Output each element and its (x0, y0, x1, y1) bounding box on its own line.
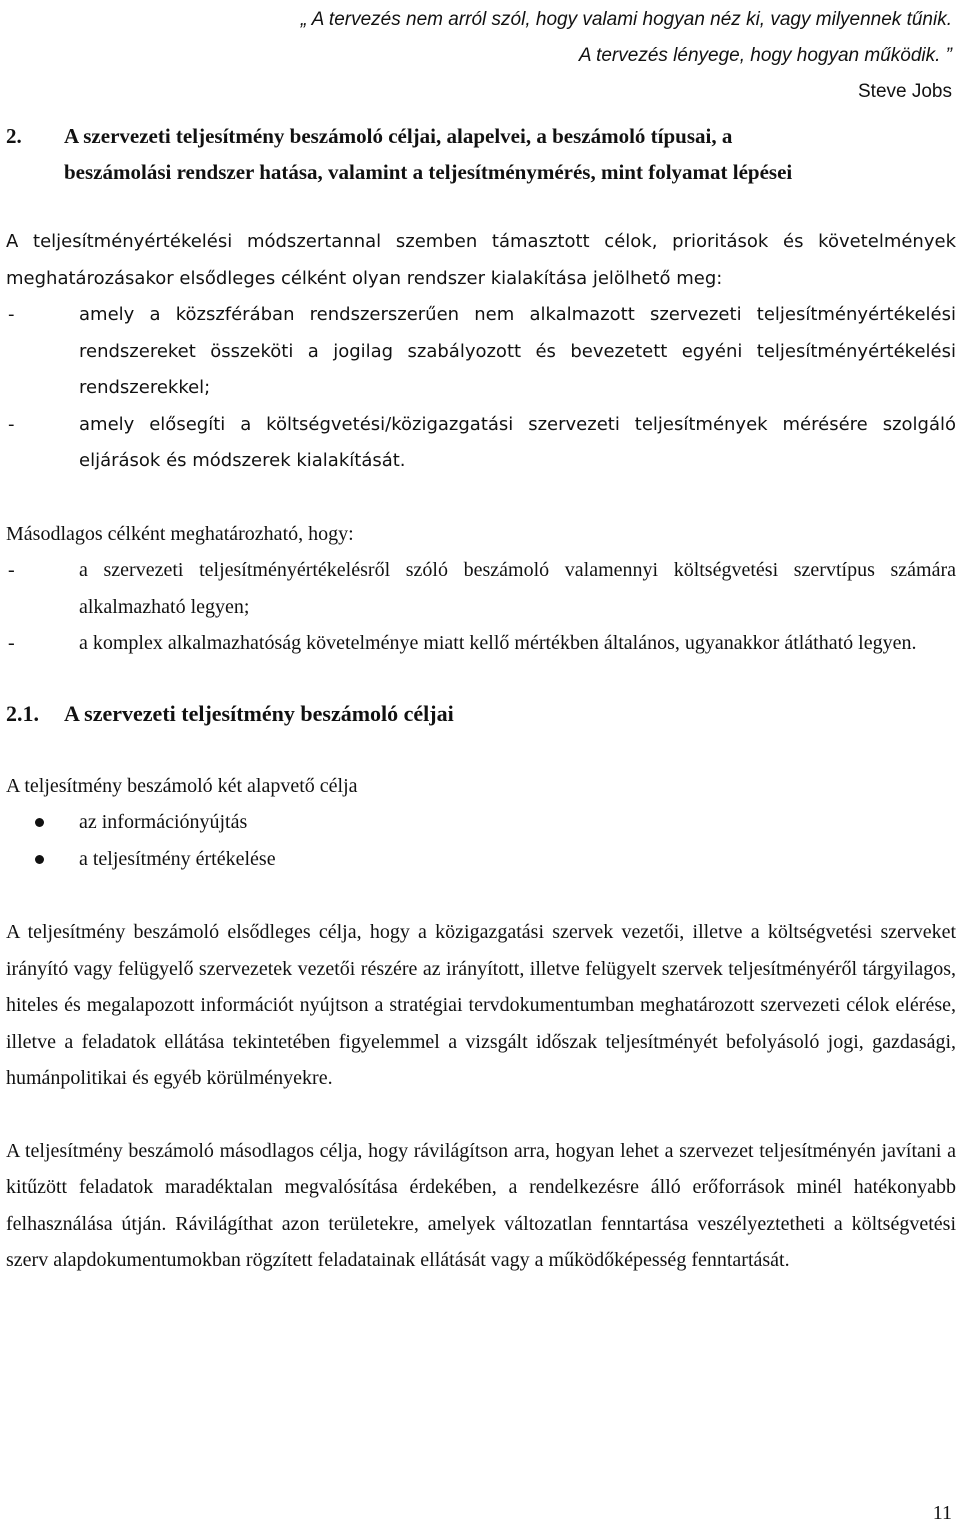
secondary-list (6, 552, 956, 662)
quote-author: Steve Jobs (858, 81, 952, 102)
bullet-icon (35, 818, 44, 827)
section-heading (6, 118, 956, 190)
list-item-text: a szervezeti teljesítményértékelésről szóló beszámoló valamennyi költségvetési szervtípus számára alkalmazható legyen; (79, 559, 956, 618)
goals-list (6, 804, 956, 878)
subsection-number: 2.1. (6, 700, 39, 726)
list-item-text: az információnyújtás (79, 811, 248, 833)
list-item-text: a teljesítmény értékelése (79, 848, 276, 870)
list-item-text: a komplex alkalmazhatóság követelménye miatt kellő mértékben általános, ugyanakkor átlátható legyen. (79, 632, 917, 654)
list-item (6, 841, 956, 878)
epigraph-quote (6, 0, 956, 110)
list-item (6, 407, 956, 480)
dash-marker: - (8, 413, 15, 435)
list-item (6, 804, 956, 841)
section-number: 2. (6, 124, 22, 148)
intro-list (6, 297, 956, 480)
secondary-goal-paragraph: A teljesítmény beszámoló másodlagos célja, hogy rávilágítson arra, hogyan lehet a szervezet teljesítményén javítani a kitűzött feladatok maradéktalan megvalósítása érdekében, a rendelkezésre álló erőforrások minél hatékonyabb felhasználása útján. Rávilágíthat azon területekre, amelyek változatlan fenntartása veszélyeztetheti a költségvetési szerv alapdokumentumokban rögzített feladatainak ellátását vagy a működőképesség fenntartását. (6, 1139, 956, 1271)
secondary-paragraph: Másodlagos célként meghatározható, hogy: (6, 522, 354, 545)
dash-marker: - (8, 632, 15, 654)
page-number: 11 (932, 1502, 952, 1524)
list-item (6, 552, 956, 625)
subsection-title: A szervezeti teljesítmény beszámoló céljai (64, 700, 454, 726)
goals-lead: A teljesítmény beszámoló két alapvető célja (6, 774, 358, 797)
list-item (6, 297, 956, 407)
quote-line-2: A tervezés lényege, hogy hogyan működik. ” (578, 45, 952, 66)
dash-marker: - (8, 559, 15, 581)
intro-paragraph: A teljesítményértékelési módszertannal szemben támasztott célok, prioritások és követelmények meghatározásakor elsődleges célként olyan rendszer kialakítása jelölhető meg: (6, 231, 956, 289)
document-page (6, 0, 956, 1529)
list-item-text: amely a közszférában rendszerszerűen nem alkalmazott szervezeti teljesítményértékelési rendszereket összeköti a jogilag szabályozott és bevezetett egyéni teljesítményértékelési rendszerekkel; (79, 304, 956, 398)
bullet-icon (35, 855, 44, 864)
list-item-text: amely elősegíti a költségvetési/közigazgatási szervezeti teljesítmények mérésére szolgáló eljárások és módszerek kialakítását. (79, 413, 956, 471)
primary-goal-paragraph: A teljesítmény beszámoló elsődleges célja, hogy a közigazgatási szervek vezetői, illetve a költségvetési szerveket irányító vagy felügyelő szervezetek vezetői részére az irányított, illetve felügyelt szervek teljesítményéről tárgyilagos, hiteles és megalapozott információt nyújtson a stratégiai tervdokumentumban meghatározott szervezeti célok elérése, illetve a feladatok ellátása tekintetében figyelemmel a vizsgált időszak teljesítményét befolyásoló jogi, gazdasági, humánpolitikai és egyéb körülményekre. (6, 921, 956, 1089)
subsection-heading (6, 696, 956, 732)
section-title-line-2: beszámolási rendszer hatása, valamint a teljesítménymérés, mint folyamat lépései (64, 160, 793, 184)
section-title-line-1: A szervezeti teljesítmény beszámoló céljai, alapelvei, a beszámoló típusai, a (64, 124, 733, 148)
list-item (6, 625, 956, 662)
quote-line-1: „ A tervezés nem arról szól, hogy valami hogyan néz ki, vagy milyennek tűnik. (300, 9, 952, 30)
dash-marker: - (8, 304, 15, 325)
